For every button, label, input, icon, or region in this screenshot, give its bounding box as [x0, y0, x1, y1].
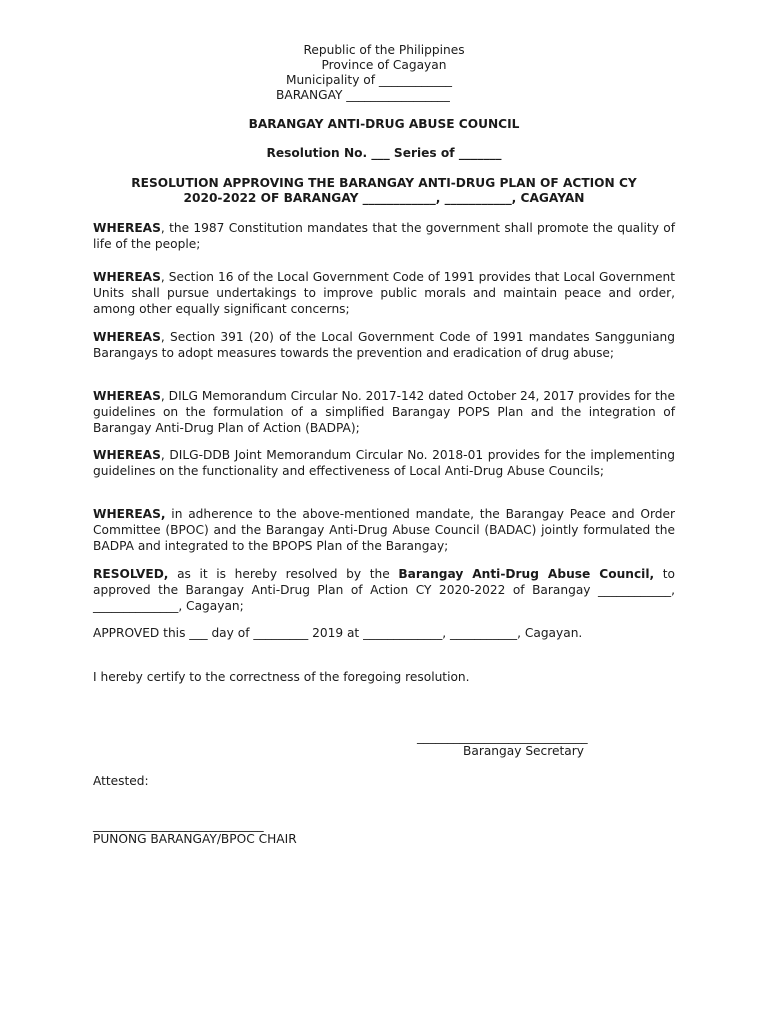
- whereas-paragraph-2: [93, 269, 675, 317]
- whereas-text: , DILG Memorandum Circular No. 2017-142 dated October 24, 2017 provides for the guidelines on the formulation of a simplified Barangay POPS Plan and the integration of Barangay Anti-Drug Plan of Action (BADPA);: [93, 389, 675, 435]
- resolution-title-line2: 2020-2022 OF BARANGAY ____________, ___________, CAGAYAN: [183, 191, 585, 205]
- header-barangay: BARANGAY _________________: [276, 88, 450, 102]
- whereas-text: , Section 16 of the Local Government Code of 1991 provides that Local Government Units shall pursue undertakings to improve public morals and maintain peace and order, among other equally significant concerns;: [93, 270, 675, 316]
- whereas-paragraph-4: [93, 388, 675, 436]
- whereas-paragraph-6: [93, 506, 675, 554]
- whereas-lead: WHEREAS: [93, 389, 161, 403]
- whereas-text: in adherence to the above-mentioned mandate, the Barangay Peace and Order Committee (BPOC) and the Barangay Anti-Drug Abuse Council (BADAC) jointly formulated the BADPA and integrated to the BPOPS Plan of the Barangay;: [93, 507, 675, 553]
- whereas-lead: WHEREAS: [93, 330, 161, 344]
- council-title: BARANGAY ANTI-DRUG ABUSE COUNCIL: [248, 117, 520, 131]
- punong-signature-line: ____________________________: [93, 818, 264, 832]
- whereas-paragraph-5: [93, 447, 675, 479]
- punong-title: PUNONG BARANGAY/BPOC CHAIR: [93, 832, 297, 846]
- whereas-lead: WHEREAS,: [93, 507, 166, 521]
- whereas-lead: WHEREAS: [93, 270, 161, 284]
- resolved-council: Barangay Anti-Drug Abuse Council,: [398, 567, 655, 581]
- attested-label: Attested:: [93, 774, 149, 788]
- secretary-signature-line: ____________________________: [417, 730, 588, 744]
- resolved-text-1: as it is hereby resolved by the: [168, 567, 399, 581]
- resolution-number: Resolution No. ___ Series of _______: [266, 146, 502, 160]
- header-republic: Republic of the Philippines: [303, 43, 465, 57]
- certify-statement: I hereby certify to the correctness of the foregoing resolution.: [93, 670, 470, 684]
- resolved-lead: RESOLVED,: [93, 567, 169, 581]
- whereas-lead: WHEREAS: [93, 221, 161, 235]
- header-province: Province of Cagayan: [321, 58, 447, 72]
- resolved-paragraph: [93, 566, 675, 614]
- resolved-text-2: to approved the Barangay Anti-Drug Plan of Action CY 2020-2022 of Barangay ____________, ______________, Cagayan;: [93, 567, 676, 613]
- whereas-text: , the 1987 Constitution mandates that the government shall promote the quality of life of the people;: [93, 221, 675, 251]
- whereas-text: , DILG-DDB Joint Memorandum Circular No. 2018-01 provides for the implementing guidelines on the functionality and effectiveness of Local Anti-Drug Abuse Councils;: [93, 448, 675, 478]
- secretary-title: Barangay Secretary: [463, 744, 584, 758]
- resolution-title-line1: RESOLUTION APPROVING THE BARANGAY ANTI-DRUG PLAN OF ACTION CY: [131, 176, 637, 190]
- whereas-paragraph-3: [93, 329, 675, 361]
- approved-paragraph: APPROVED this ___ day of _________ 2019 at _____________, ___________, Cagayan.: [93, 626, 583, 640]
- whereas-lead: WHEREAS: [93, 448, 161, 462]
- whereas-text: , Section 391 (20) of the Local Government Code of 1991 mandates Sangguniang Barangays to adopt measures towards the prevention and eradication of drug abuse;: [93, 330, 675, 360]
- whereas-paragraph-1: [93, 220, 675, 252]
- header-municipality: Municipality of ____________: [286, 73, 453, 87]
